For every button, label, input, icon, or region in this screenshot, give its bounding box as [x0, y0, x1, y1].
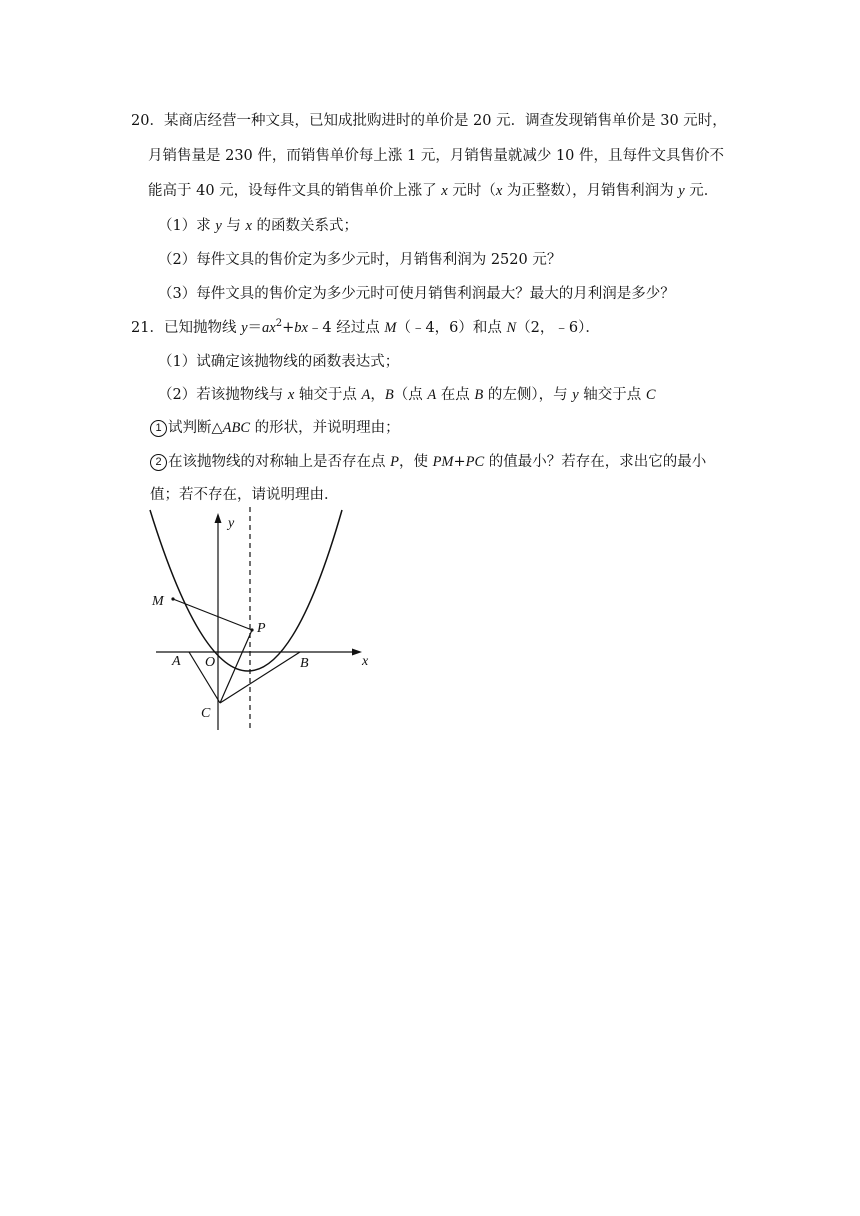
point-M: M	[384, 320, 397, 336]
label-A: A	[172, 654, 181, 669]
q21-part-2f: 的左侧），与	[483, 387, 573, 403]
q20-part-1a: （1）求	[158, 218, 216, 234]
q21-sub-2	[150, 452, 706, 472]
q21-part-2a: （2）若该抛物线与	[158, 387, 288, 403]
point-B: B	[474, 387, 484, 403]
label-O: O	[205, 655, 216, 670]
q20-stem-3d: 元．	[684, 183, 719, 199]
q21-part-2d: （点	[393, 387, 428, 403]
q20-part-1c: 的函数关系式；	[251, 218, 359, 234]
var-y: y	[215, 218, 222, 234]
segment-PC	[220, 630, 252, 703]
segment-PC: PC	[465, 454, 485, 470]
q20-stem-3c: 为正整数），月销售利润为	[502, 183, 679, 199]
q21-sub-1a: 试判断△	[168, 420, 223, 436]
circled-number-1: 1	[150, 420, 167, 437]
var-y: y	[572, 387, 579, 403]
q20-stem-2: 月销售量是 230 件，而销售单价每上涨 1 元，月销售量就减少 10 件，且每件文具售价不	[148, 148, 725, 164]
equals-sign: ＝	[247, 320, 262, 336]
q20-part-1	[158, 216, 358, 236]
var-x: x	[245, 218, 252, 234]
q21-part-1-text: （1）试确定该抛物线的函数表达式；	[158, 354, 400, 370]
q20-line-1	[131, 111, 727, 131]
q20-stem-3a: 能高于 40 元，设每件文具的销售单价上涨了	[148, 183, 442, 199]
q20-part-2-text: （2）每件文具的售价定为多少元时，月销售利润为 2520 元？	[158, 252, 562, 268]
q21-part-2g: 轴交于点	[578, 387, 646, 403]
point-B: B	[384, 387, 394, 403]
y-axis-arrow-icon	[215, 513, 222, 523]
q21-part-1	[158, 352, 399, 372]
label-B: B	[300, 656, 309, 671]
var-x: x	[441, 183, 448, 199]
q21-number: 21．	[131, 320, 164, 336]
q20-stem-1: 某商店经营一种文具，已知成批购进时的单价是 20 元．调查发现销售单价是 30 元时，	[163, 113, 727, 129]
var-y: y	[678, 183, 685, 199]
point-M-dot	[171, 597, 174, 600]
point-N: N	[506, 320, 517, 336]
q21-part-2b: 轴交于点	[294, 387, 362, 403]
var-x: x	[495, 183, 503, 199]
q21-sub-2b: ，使	[398, 454, 433, 470]
q21-part-2c: ，	[370, 387, 385, 403]
label-C: C	[201, 706, 211, 721]
segment-BC	[220, 652, 300, 703]
q21-stem-c: （﹣4，6）和点	[396, 320, 507, 336]
q21-sub-2-cont	[150, 485, 339, 505]
q21-line-1	[131, 318, 600, 338]
point-P: P	[390, 454, 399, 470]
q20-number: 20．	[131, 113, 164, 129]
q21-stem-d: （2，﹣6）．	[516, 320, 600, 336]
q20-stem-3b: 元时（	[447, 183, 496, 199]
q21-stem-a: 已知抛物线	[163, 320, 242, 336]
q20-line-3	[148, 181, 718, 201]
point-C: C	[645, 387, 656, 403]
circled-number-2: 2	[150, 454, 167, 471]
var-x: x	[287, 387, 295, 403]
q20-part-1b: 与	[221, 218, 246, 234]
q20-line-2	[148, 146, 724, 166]
point-A: A	[361, 387, 371, 403]
plus-sign: +	[453, 454, 466, 470]
q21-sub-1b: 的形状，并说明理由；	[250, 420, 400, 436]
var-y: y	[241, 320, 248, 336]
triangle-ABC: ABC	[222, 420, 251, 436]
q20-part-2	[158, 250, 561, 270]
q21-part-2e: 在点	[436, 387, 475, 403]
point-P-dot	[250, 628, 253, 631]
x-axis-arrow-icon	[352, 649, 362, 656]
term-bx: bx	[294, 320, 308, 336]
label-P: P	[257, 621, 266, 636]
q21-sub-1	[150, 418, 400, 438]
label-M: M	[152, 594, 164, 609]
term-ax: ax	[262, 320, 276, 336]
q20-part-3-text: （3）每件文具的售价定为多少元时可使月销售利润最大？最大的月利润是多少？	[158, 286, 675, 302]
q21-part-2	[158, 385, 656, 405]
segment-MP	[173, 599, 252, 630]
parabola-curve	[150, 510, 342, 671]
q21-sub-2a: 在该抛物线的对称轴上是否存在点	[168, 454, 391, 470]
q21-sub-2d: 值；若不存在，请说明理由．	[150, 487, 339, 503]
q21-sub-2c: 的值最小？若存在，求出它的最小	[484, 454, 707, 470]
label-x: x	[362, 654, 369, 669]
plus-sign: +	[282, 320, 295, 336]
point-A: A	[427, 387, 437, 403]
exponent: 2	[275, 318, 283, 330]
label-y: y	[228, 516, 235, 531]
q20-part-3	[158, 284, 675, 304]
parabola-figure	[140, 505, 380, 735]
q21-stem-b: ﹣4 经过点	[307, 320, 385, 336]
segment-PM: PM	[432, 454, 454, 470]
